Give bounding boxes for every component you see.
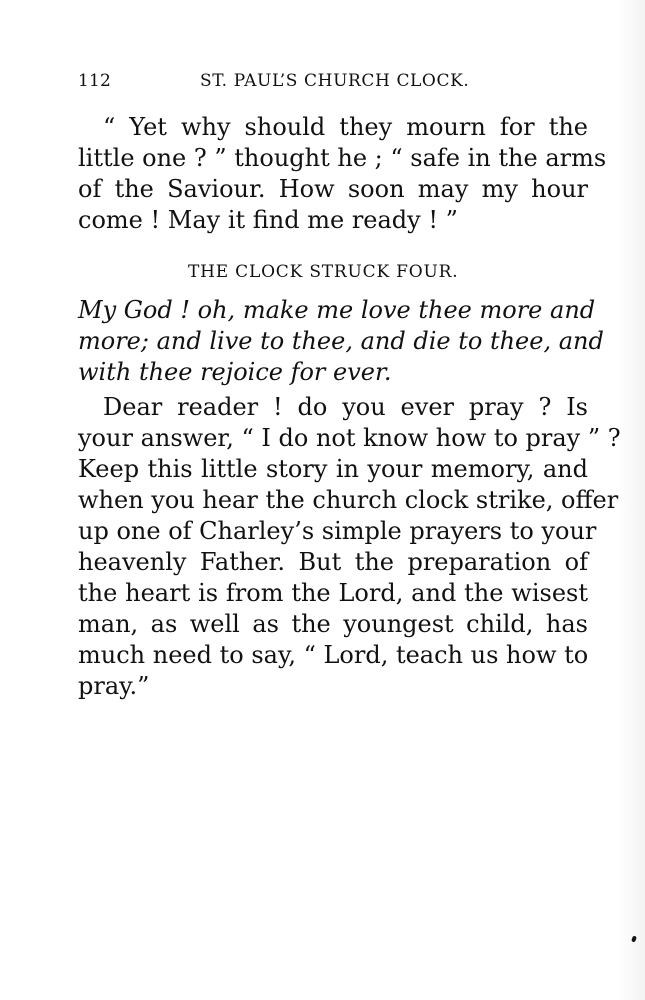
paragraph-1-line-3: of the Saviour. How soon may my hour <box>78 175 588 203</box>
paragraph-1-line-4: come ! May it find me ready ! ” <box>78 206 458 234</box>
paragraph-2-line-9: much need to say, “ Lord, teach us how to <box>78 641 589 669</box>
paragraph-2-line-5: up one of Charley’s simple prayers to your <box>78 517 597 545</box>
prayer-line-2: more; and live to thee, and die to thee, and <box>78 327 604 355</box>
prayer-line-1: My God ! oh, make me love thee more and <box>78 296 596 324</box>
paragraph-2-line-6: heavenly Father. But the preparation of <box>78 548 588 576</box>
section-title: THE CLOCK STRUCK FOUR. <box>188 262 459 282</box>
running-head <box>78 66 588 96</box>
running-title: ST. PAUL’S CHURCH CLOCK. <box>200 71 470 91</box>
paragraph-2-line-1: Dear reader ! do you ever pray ? Is <box>103 393 588 421</box>
paragraph-2-line-4: when you hear the church clock strike, offer <box>78 486 619 514</box>
paragraph-2-line-7: the heart is from the Lord, and the wisest <box>78 579 588 607</box>
paragraph-1-line-1: “ Yet why should they mourn for the <box>103 113 588 141</box>
paragraph-2-line-2: your answer, “ I do not know how to pray ” ? <box>78 424 621 452</box>
paragraph-1-line-2: little one ? ” thought he ; “ safe in the arms <box>78 144 607 172</box>
page-number: 112 <box>78 71 112 91</box>
paragraph-2-line-8: man, as well as the youngest child, has <box>78 610 588 638</box>
prayer-line-3: with thee rejoice for ever. <box>78 358 392 386</box>
paragraph-2-line-10: pray.” <box>78 672 150 700</box>
paragraph-2-line-3: Keep this little story in your memory, and <box>78 455 588 483</box>
page-mark <box>631 935 637 942</box>
